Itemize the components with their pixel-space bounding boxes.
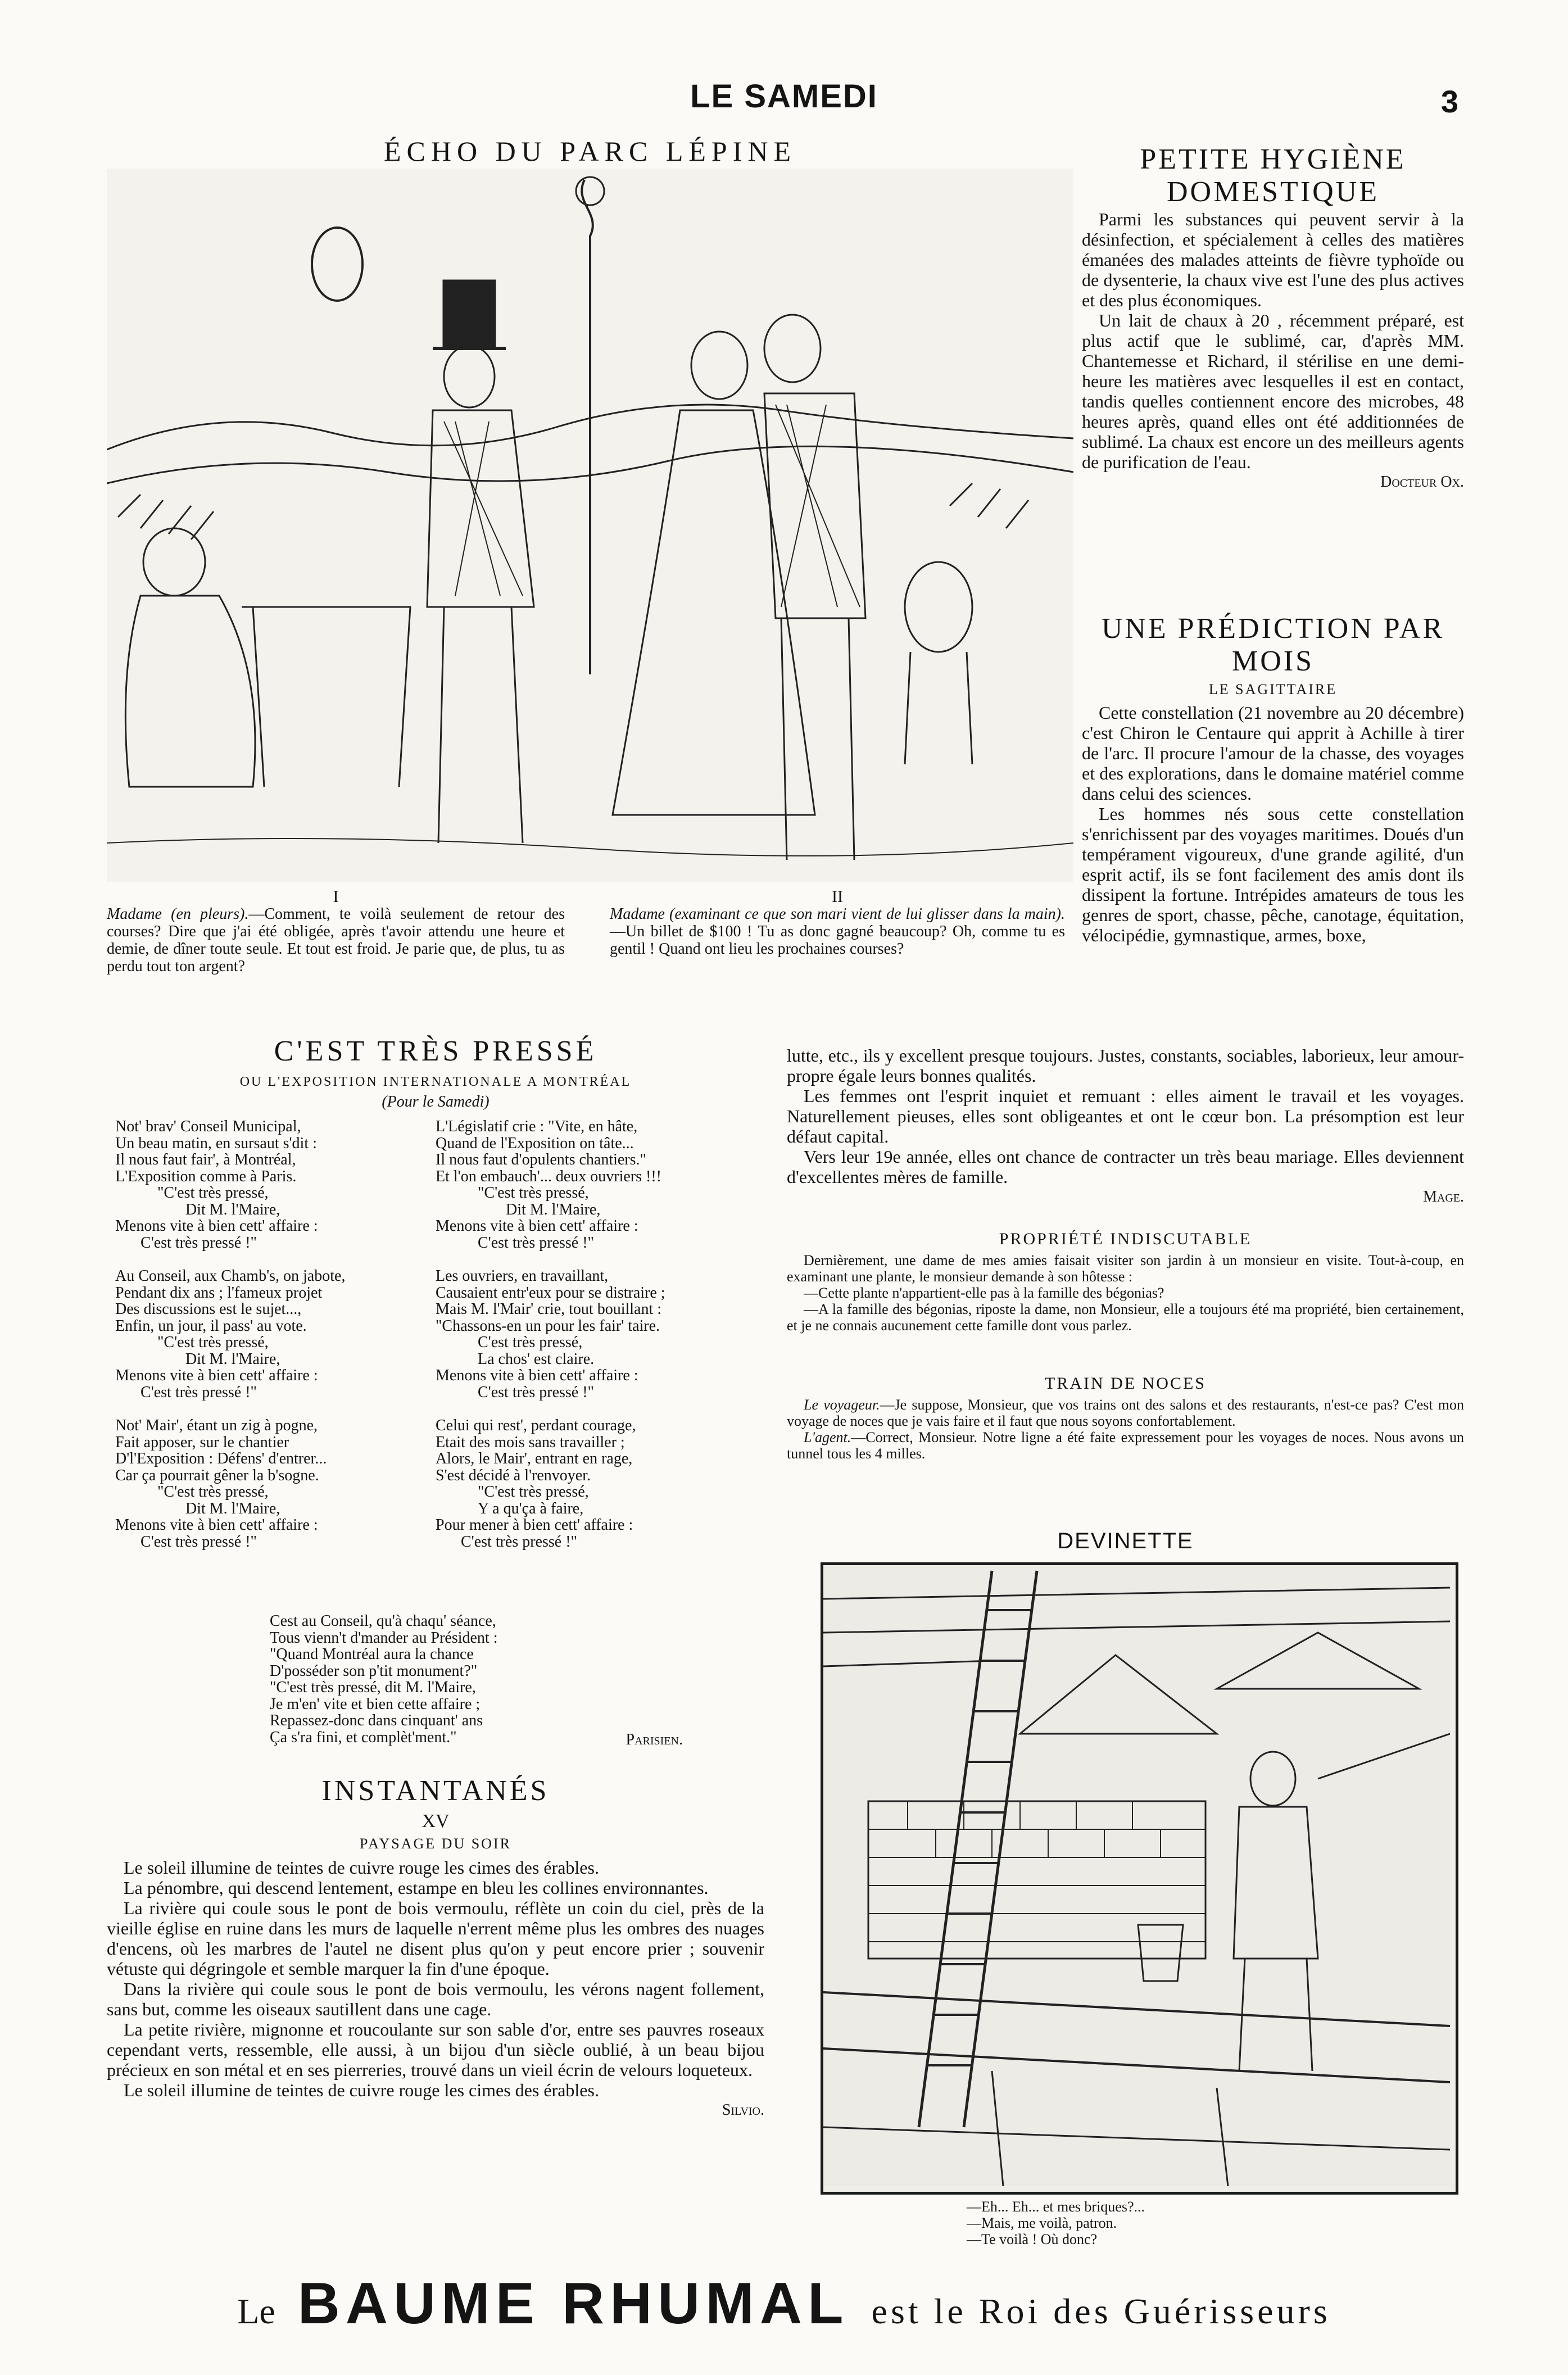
instantanes-paragraph: La rivière qui coule sous le pont de bois vermoulu, réflète un coin du ciel, près de la vieille église en ruine dans les murs de laquelle n'errent même plus les ombres des nuages d'encens, où les marbres de l'autel ne disent plus qu'on y peut encore prier ; souvenir vétuste qui dégringole et semble marquer la fin d'une époque.: [107, 1898, 764, 1979]
poem-line: Cest au Conseil, qu'à chaqu' séance,: [270, 1612, 496, 1630]
hygiene-paragraph: Un lait de chaux à 20 , récemment préparé, est plus actif que le sublimé, car, d'après MM. Chantemesse et Richard, il stérilise en une demi-heure les matières avec lesquelles il est en contact, tandis quelles contiennent encore des microbes, 48 heures après, quand elles ont été additionnées de sublimé. La chaux est encore un des meilleurs agents de purification de l'eau.: [1082, 310, 1464, 472]
poem-line: La chos' est claire.: [478, 1350, 595, 1368]
poem-line: Un beau matin, en sursaut s'dit :: [115, 1134, 317, 1152]
poem-line: "C'est très pressé, dit M. l'Maire,: [270, 1679, 476, 1696]
poem-stanza: [115, 1268, 413, 1400]
poem-stanza: [436, 1417, 762, 1550]
propriete-paragraph: —Cette plante n'appartient-elle pas à la famille des bégonias?: [804, 1285, 1164, 1301]
hygiene-title-line1: PETITE HYGIÈNE: [1140, 143, 1406, 175]
prediction-paragraph: lutte, etc., ils y excellent presque toujours. Justes, constants, sociables, laborieux, leur amour-propre égale leurs bonnes qualités.: [787, 1045, 1464, 1086]
instantanes-number: XV: [422, 1811, 450, 1832]
poem-line: "C'est très pressé,: [157, 1184, 269, 1202]
masthead: LE SAMEDI: [690, 78, 878, 115]
propriete-title: PROPRIÉTÉ INDISCUTABLE: [999, 1230, 1252, 1248]
poem-line: Alors, le Mair', entrant en rage,: [436, 1450, 633, 1467]
instantanes-paragraph: Le soleil illumine de teintes de cuivre rouge les cimes des érables.: [124, 1857, 599, 1878]
ad-tagline: est le Roi des Guérisseurs: [871, 2291, 1331, 2331]
poem-line: Menons vite à bien cett' affaire :: [115, 1516, 318, 1534]
presse-subtitle: OU L'EXPOSITION INTERNATIONALE A MONTRÉAL: [239, 1075, 632, 1089]
caption-1-lead: Madame (en pleurs).: [107, 905, 249, 923]
poem-line: D'posséder son p'tit monument?": [270, 1662, 478, 1680]
illustration-echo-parc-lepine: [107, 169, 1073, 882]
prediction-paragraph: Les hommes nés sous cette constellation s'enrichissent par des voyages maritimes. Doués d'un tempérament vigoureux, d'une grande agilité, d'un esprit actif, ils se font facilement des amis dont ils dissipent la fortune. Intrépides amateurs de tous les genres de sport, chasse, pêche, canotage, équitation, vélocipédie, gymnastique, armes, boxe,: [1082, 804, 1464, 945]
poem-line: "Quand Montréal aura la chance: [270, 1646, 474, 1663]
poem-stanza: [115, 1417, 413, 1550]
prediction-paragraph: Vers leur 19e année, elles ont chance de contracter un très beau mariage. Elles deviennent d'excellentes mères de famille.: [787, 1146, 1464, 1187]
poem-line: "C'est très pressé,: [157, 1483, 269, 1501]
devinette-caption-line: —Mais, me voilà, patron.: [967, 2215, 1117, 2231]
presse-column-right: [436, 1118, 762, 1567]
devinette-caption: [967, 2199, 1416, 2247]
poem-line: C'est très pressé !": [141, 1383, 257, 1401]
instantanes-paragraph: La pénombre, qui descend lentement, estampe en bleu les collines environnantes.: [124, 1878, 709, 1898]
hygiene-title: [1082, 143, 1464, 209]
ad-word-le: Le: [237, 2291, 275, 2331]
propriete-body: [787, 1252, 1464, 1334]
prediction-subtitle: LE SAGITTAIRE: [1208, 681, 1338, 697]
propriete-paragraph: —A la famille des bégonias, riposte la dame, non Monsieur, elle a toujours été ma propriété, bien certainement, et je ne connais aucunement cette famille dont vous parlez.: [787, 1301, 1464, 1334]
caption-2: [610, 888, 1065, 958]
poem-stanza: [436, 1118, 762, 1251]
poem-line: "C'est très pressé,: [157, 1334, 269, 1351]
poem-line: L'Exposition comme à Paris.: [115, 1167, 297, 1185]
devinette-caption-line: —Te voilà ! Où donc?: [967, 2231, 1098, 2247]
poem-line: Not' Mair', étant un zig à pogne,: [115, 1417, 318, 1434]
poem-line: C'est très pressé !": [478, 1383, 594, 1401]
devinette-title: DEVINETTE: [1057, 1529, 1194, 1553]
instantanes-paragraph: La petite rivière, mignonne et roucoulante sur son sable d'or, entre ses pauvres roseaux cependant verts, ressemble, elle aussi, à un bijou d'un siècle oublié, à un beau bijou précieux en son métal et en ses pierreries, trouvé dans un vieil écrin de velours loqueteux.: [107, 2019, 764, 2080]
poem-line: Etait des mois sans travailler ;: [436, 1433, 625, 1451]
poem-line: Menons vite à bien cett' affaire :: [436, 1367, 638, 1384]
presse-dedication: (Pour le Samedi): [382, 1093, 490, 1111]
poem-line: D'l'Exposition : Défens' d'entrer...: [115, 1450, 327, 1467]
poem-line: Not' brav' Conseil Municipal,: [115, 1118, 301, 1135]
train-paragraph: [787, 1429, 1464, 1462]
poem-line: Pendant dix ans ; l'fameux projet: [115, 1284, 323, 1302]
poem-line: Y a qu'ça à faire,: [478, 1499, 584, 1517]
poem-line: Car ça pourrait gêner la b'sogne.: [115, 1466, 319, 1484]
hygiene-body: [1082, 209, 1464, 492]
poem-line: Au Conseil, aux Chamb's, on jabote,: [115, 1267, 346, 1285]
ad-brand: BAUME RHUMAL: [297, 2271, 849, 2336]
poem-line: Menons vite à bien cett' affaire :: [115, 1367, 318, 1384]
poem-line: C'est très pressé !": [478, 1234, 594, 1252]
poem-line: Il nous faut fair', à Montréal,: [115, 1151, 296, 1168]
poem-line: Pour mener à bien cett' affaire :: [436, 1516, 633, 1534]
poem-line: Celui qui rest', perdant courage,: [436, 1417, 636, 1434]
poem-line: Ça s'ra fini, et complèt'ment.": [270, 1728, 457, 1746]
poem-line: Je m'en' vite et bien cette affaire ;: [270, 1695, 481, 1713]
train-body: [787, 1397, 1464, 1462]
poem-line: "C'est très pressé,: [478, 1483, 589, 1501]
instantanes-body: [107, 1857, 764, 2120]
poem-line: Causaient entr'eux pour se distraire ;: [436, 1284, 665, 1302]
poem-line: Et l'on embauch'... deux ouvriers !!!: [436, 1167, 661, 1185]
poem-line: "C'est très pressé,: [478, 1184, 589, 1202]
prediction-title-line1: UNE PRÉDICTION PAR: [1101, 613, 1445, 645]
presse-signature: Parisien.: [626, 1731, 683, 1748]
poem-line: C'est très pressé,: [478, 1334, 583, 1351]
poem-line: S'est décidé à l'renvoyer.: [436, 1466, 591, 1484]
prediction-paragraph: Cette constellation (21 novembre au 20 décembre) c'est Chiron le Centaure qui apprit à Achille à tirer de l'arc. Il procure l'amour de la chasse, des voyages et des explorations, dans le domaine matériel comme dans celui des sciences.: [1082, 702, 1464, 804]
devinette-caption-line: —Eh... Eh... et mes briques?...: [967, 2199, 1145, 2215]
caption-1: [107, 888, 565, 975]
instantanes-paragraph: Dans la rivière qui coule sous le pont de bois vermoulu, les vérons nagent follement, sans but, comme les oiseaux sautillent dans une cage.: [107, 1979, 764, 2019]
train-voyageur-text: —Je suppose, Monsieur, que vos trains ont des salons et des restaurants, n'est-ce pas? C'est mon voyage de noces que je vais faire et il faut que nous soyons confortablement.: [787, 1397, 1464, 1429]
poem-line: Enfin, un jour, il pass' au vote.: [115, 1317, 307, 1335]
poem-line: Dit M. l'Maire,: [185, 1499, 280, 1517]
hygiene-signature: Docteur Ox.: [1380, 473, 1464, 491]
caption-2-number: II: [832, 887, 843, 906]
poem-line: "Chassons-en un pour les fair' taire.: [436, 1317, 660, 1335]
poem-line: Il nous faut d'opulents chantiers.": [436, 1151, 646, 1168]
instantanes-signature: Silvio.: [722, 2101, 764, 2119]
caption-2-text: —Un billet de $100 ! Tu as donc gagné beaucoup? Oh, comme tu es gentil ! Quand ont lieu les prochaines courses?: [610, 923, 1065, 958]
poem-line: Mais M. l'Mair' crie, tout bouillant :: [436, 1300, 662, 1318]
poem-line: L'Législatif crie : "Vite, en hâte,: [436, 1118, 638, 1135]
presse-title: C'EST TRÈS PRESSÉ: [274, 1035, 597, 1067]
advertisement-banner: [0, 2270, 1568, 2337]
train-title: TRAIN DE NOCES: [1045, 1374, 1206, 1393]
prediction-signature: Mage.: [1423, 1188, 1464, 1205]
prediction-title: [1082, 613, 1464, 678]
poem-line: Quand de l'Exposition on tâte...: [436, 1134, 634, 1152]
poem-line: Dit M. l'Maire,: [185, 1200, 280, 1218]
poem-line: Dit M. l'Maire,: [506, 1200, 601, 1218]
devinette-illustration: [821, 1562, 1458, 2195]
propriete-paragraph: Dernièrement, une dame de mes amies faisait visiter son jardin à un monsieur en visite. Tout-à-coup, en examinant une plante, le monsieur demande à son hôtesse :: [787, 1252, 1464, 1285]
page-number: 3: [1440, 84, 1458, 119]
poem-line: Dit M. l'Maire,: [185, 1350, 280, 1368]
prediction-title-line2: MOIS: [1231, 645, 1315, 677]
prediction-body-wide: [787, 1045, 1464, 1207]
instantanes-title: INSTANTANÉS: [321, 1775, 550, 1807]
illustration-title: ÉCHO DU PARC LÉPINE: [383, 135, 797, 167]
caption-1-text: —Comment, te voilà seulement de retour des courses? Dire que j'ai été obligée, après t'avoir attendu une heure et demie, de dîner toute seule. Et tout est froid. Je parie que, de plus, tu as perdu tout ton argent?: [107, 905, 565, 975]
hygiene-paragraph: Parmi les substances qui peuvent servir à la désinfection, et spécialement à celles des matières émanées des malades atteints de fièvre typhoïde ou de dysenterie, la chaux vive est l'une des plus actives et des plus économiques.: [1082, 209, 1464, 310]
poem-line: Tous vienn't d'mander au Président :: [270, 1629, 498, 1647]
poem-stanza: [115, 1118, 413, 1251]
presse-final-stanza: [270, 1613, 584, 1746]
poem-line: Fait apposer, sur le chantier: [115, 1433, 289, 1451]
train-paragraph: [787, 1397, 1464, 1429]
poem-line: C'est très pressé !": [461, 1533, 577, 1551]
poem-stanza: [436, 1268, 762, 1400]
prediction-body-top: [1082, 702, 1464, 945]
caption-1-number: I: [333, 887, 339, 906]
poem-line: Repassez-donc dans cinquant' ans: [270, 1712, 483, 1729]
instantanes-paragraph: Le soleil illumine de teintes de cuivre rouge les cimes des érables.: [124, 2080, 599, 2100]
instantanes-subtitle: PAYSAGE DU SOIR: [360, 1835, 511, 1852]
poem-line: Les ouvriers, en travaillant,: [436, 1267, 609, 1285]
prediction-paragraph: Les femmes ont l'esprit inquiet et remuant : elles aiment le travail et les voyages. Naturellement pieuses, elles sont obligeantes et ont le cœur bon. La présomption est leur défaut capital.: [787, 1086, 1464, 1146]
train-voyageur-lead: Le voyageur.: [804, 1397, 880, 1413]
poem-line: C'est très pressé !": [141, 1234, 257, 1252]
train-agent-lead: L'agent.: [804, 1429, 851, 1445]
poem-line: Des discussions est le sujet...,: [115, 1300, 302, 1318]
poem-line: Menons vite à bien cett' affaire :: [115, 1217, 318, 1235]
hygiene-title-line2: DOMESTIQUE: [1167, 176, 1379, 208]
poem-line: Menons vite à bien cett' affaire :: [436, 1217, 638, 1235]
caption-2-lead: Madame (examinant ce que son mari vient de lui glisser dans la main).: [610, 905, 1065, 923]
presse-column-left: [115, 1118, 413, 1567]
poem-line: C'est très pressé !": [141, 1533, 257, 1551]
train-agent-text: —Correct, Monsieur. Notre ligne a été faite expressement pour les voyages de noces. Nous avons un tunnel tous les 4 milles.: [787, 1429, 1464, 1462]
